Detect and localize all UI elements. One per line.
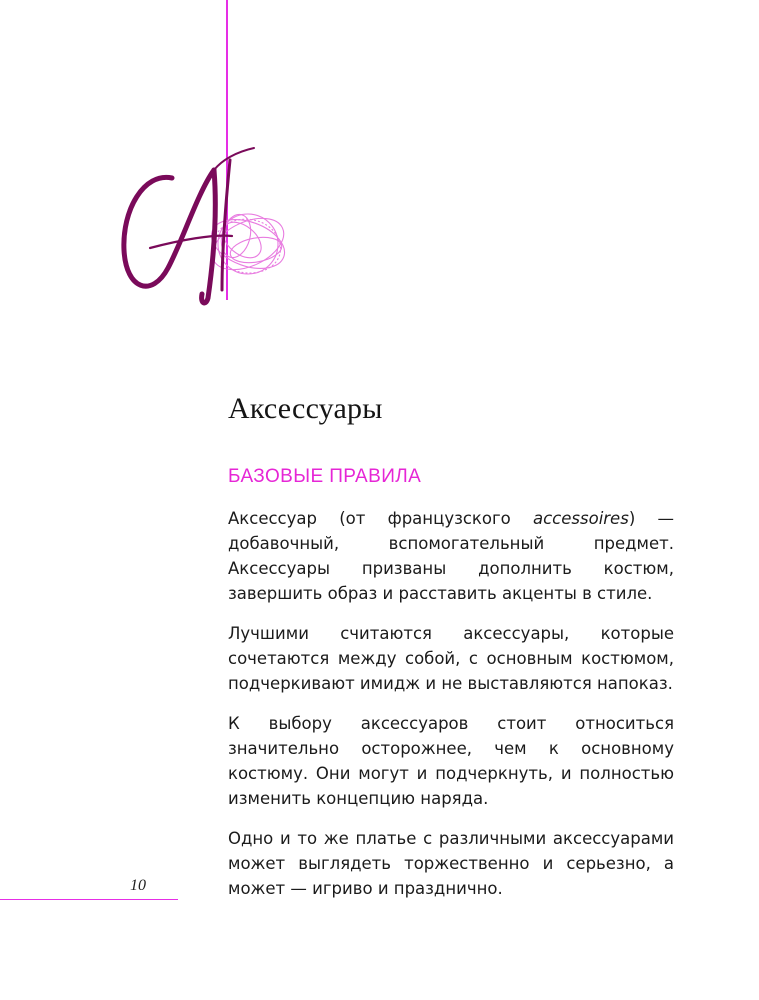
paragraph-4: Одно и то же платье с различными аксессуарами может выглядеть торжественно и серьезно, а может — игриво и празднично. [228,829,674,898]
chapter-title-rest: ксессуары [249,392,383,425]
paragraph-2: Лучшими считаются аксессуары, которые сочетаются между собой, с основным костюмом, подчеркивают имидж и не выставляются напоказ. [228,624,674,693]
paragraph-1-part-b: ) — добавочный, вспомогательный предмет. Аксессуары призваны дополнить костюм, завершить образ и расставить акценты в стиле. [228,509,674,603]
paragraph-3: К выбору аксессуаров стоит относиться значительно осторожнее, чем к основному костюму. Они могут и подчеркнуть, и полностью изменить концепцию наряда. [228,714,674,808]
paragraph-1-part-a: Аксессуар (от французского [228,509,533,528]
footer-rule [0,899,178,900]
script-letter-a-icon [124,148,254,303]
foreign-term: accessoires [533,509,629,528]
section-heading: БАЗОВЫЕ ПРАВИЛА [228,466,422,487]
chapter-title [228,392,383,426]
page-number: 10 [130,877,146,894]
paragraph-1 [228,506,674,606]
body-text [228,506,674,916]
chapter-title-initial: А [228,392,250,425]
chapter-monogram [110,140,310,310]
